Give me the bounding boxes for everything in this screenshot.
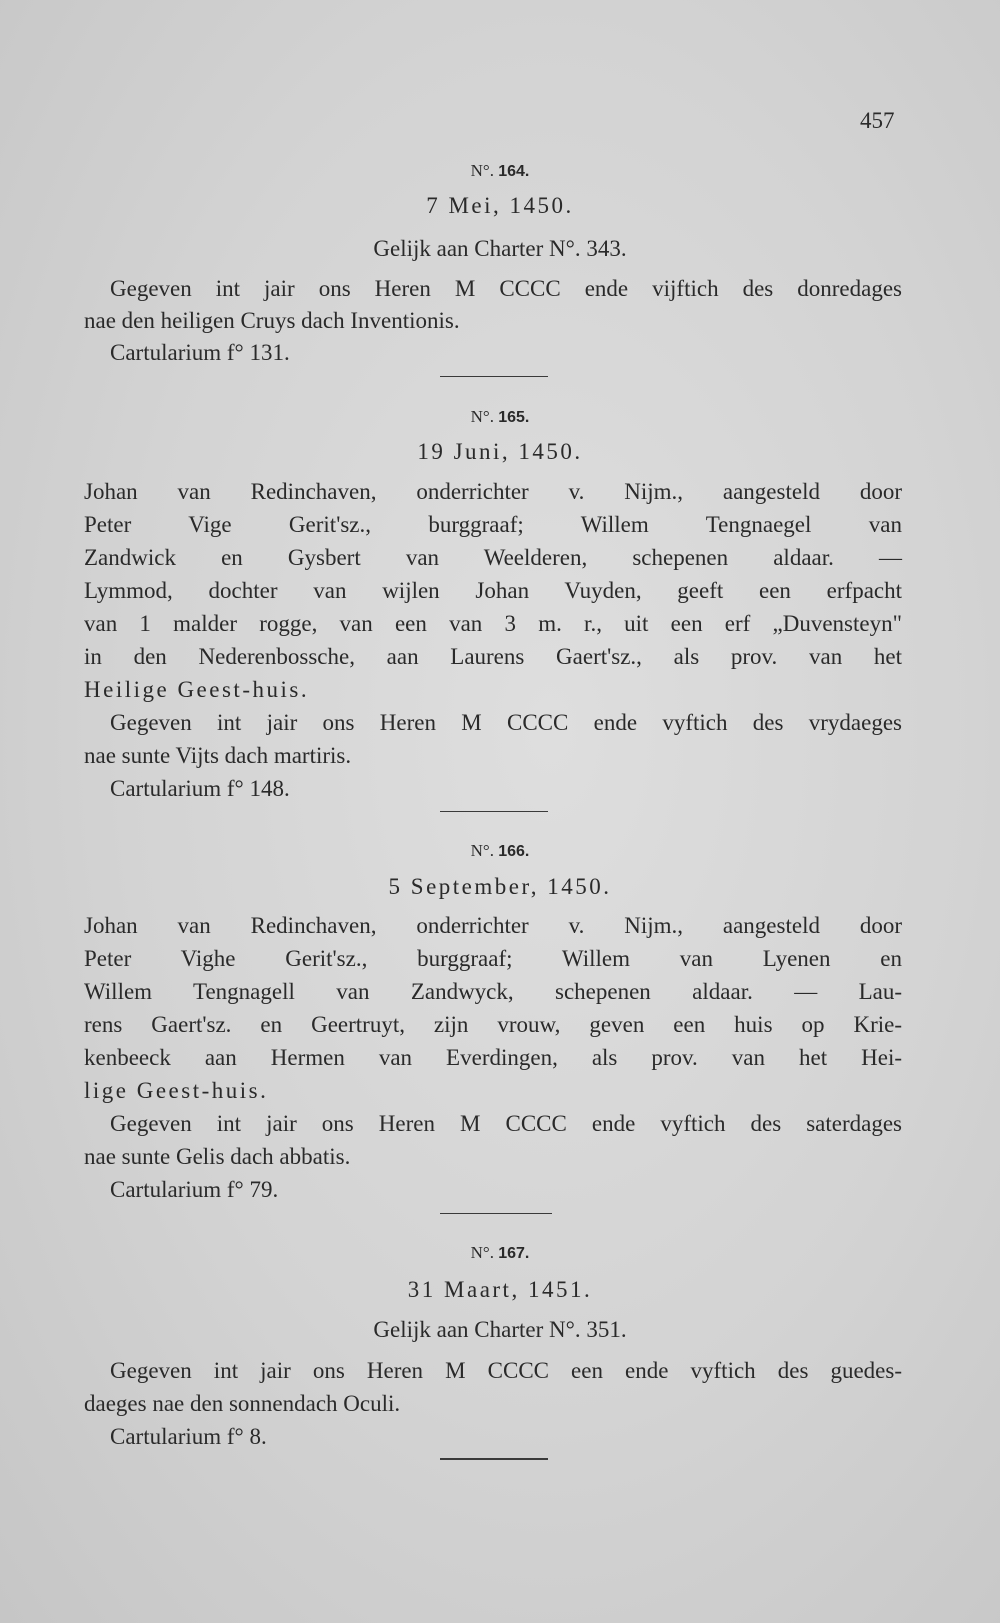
entry-date: 31 Maart, 1451. bbox=[407, 1277, 593, 1302]
body-line: Zandwick en Gysbert van Weelderen, schepenen aldaar. — bbox=[84, 545, 902, 570]
given-line: nae sunte Vijts dach martiris. bbox=[84, 743, 352, 768]
entry-date: 19 Juni, 1450. bbox=[417, 439, 583, 464]
entry-date: 7 Mei, 1450. bbox=[426, 193, 574, 218]
given-line: Gegeven int jair ons Heren M CCCC een ende vyftich des guedes- bbox=[110, 1358, 902, 1383]
given-line: Gegeven int jair ons Heren M CCCC ende vijftich des donredages bbox=[110, 276, 902, 301]
entry-reference: Gelijk aan Charter N°. 343. bbox=[373, 236, 627, 261]
body-line: van 1 malder rogge, van een van 3 m. r., uit een erf „Duvensteyn" bbox=[84, 611, 902, 636]
cartularium-ref: Cartularium f° 148. bbox=[110, 776, 290, 801]
body-line: Willem Tengnagell van Zandwyck, schepenen aldaar. — Lau- bbox=[84, 979, 902, 1004]
entry-number: N°. 166. bbox=[470, 841, 530, 860]
cartularium-ref: Cartularium f° 8. bbox=[110, 1424, 267, 1449]
given-line: nae sunte Gelis dach abbatis. bbox=[84, 1144, 351, 1169]
body-line: Lymmod, dochter van wijlen Johan Vuyden, geeft een erfpacht bbox=[84, 578, 902, 603]
given-line: Gegeven int jair ons Heren M CCCC ende vyftich des saterdages bbox=[110, 1111, 902, 1136]
cartularium-ref: Cartularium f° 131. bbox=[110, 340, 290, 365]
entry-date: 5 September, 1450. bbox=[388, 874, 612, 899]
page-number: 457 bbox=[860, 108, 895, 133]
entry-number-value: 165. bbox=[498, 409, 530, 426]
entry-number-value: 167. bbox=[498, 1245, 530, 1262]
entry-number: N°. 167. bbox=[470, 1243, 530, 1262]
body-line: lige Geest-huis. bbox=[84, 1078, 269, 1103]
entry-reference: Gelijk aan Charter N°. 351. bbox=[373, 1317, 627, 1342]
body-line: Heilige Geest-huis. bbox=[84, 677, 310, 702]
body-line: in den Nederenbossche, aan Laurens Gaert'sz., als prov. van het bbox=[84, 644, 902, 669]
given-line: nae den heiligen Cruys dach Inventionis. bbox=[84, 308, 460, 333]
entry-number-value: 166. bbox=[498, 843, 530, 860]
body-line: Peter Vighe Gerit'sz., burggraaf; Willem van Lyenen en bbox=[84, 946, 902, 971]
body-line: Johan van Redinchaven, onderrichter v. Nijm., aangesteld door bbox=[84, 913, 902, 938]
body-line: Peter Vige Gerit'sz., burggraaf; Willem Tengnaegel van bbox=[84, 512, 902, 537]
entry-number: N°. 165. bbox=[470, 407, 530, 426]
entry-number-value: 164. bbox=[498, 163, 530, 180]
entry-number: N°. 164. bbox=[470, 161, 530, 180]
body-line: rens Gaert'sz. en Geertruyt, zijn vrouw, geven een huis op Krie- bbox=[84, 1012, 902, 1037]
body-line: Johan van Redinchaven, onderrichter v. Nijm., aangesteld door bbox=[84, 479, 902, 504]
section-divider bbox=[440, 1458, 548, 1460]
section-divider bbox=[440, 376, 548, 377]
section-divider bbox=[440, 811, 548, 812]
section-divider bbox=[440, 1213, 552, 1214]
cartularium-ref: Cartularium f° 79. bbox=[110, 1177, 279, 1202]
given-line: Gegeven int jair ons Heren M CCCC ende vyftich des vrydaeges bbox=[110, 710, 902, 735]
given-line: daeges nae den sonnendach Oculi. bbox=[84, 1391, 401, 1416]
body-line: kenbeeck aan Hermen van Everdingen, als prov. van het Hei- bbox=[84, 1045, 902, 1070]
